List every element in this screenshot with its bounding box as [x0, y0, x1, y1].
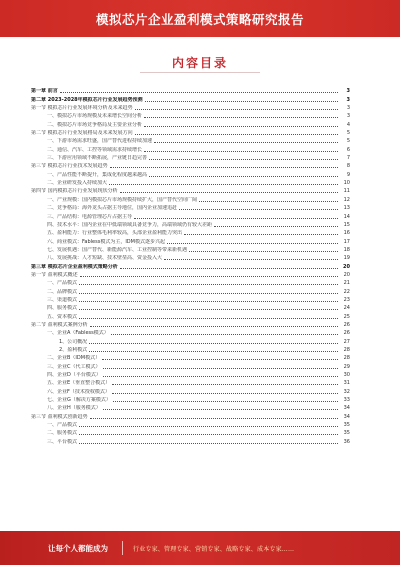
toc-entry[interactable]	[31, 245, 350, 253]
toc-entry-page-number: 7	[346, 155, 350, 162]
toc-leader-dots	[102, 359, 338, 360]
toc-entry[interactable]	[31, 253, 350, 261]
toc-leader-dots	[79, 284, 338, 285]
table-of-contents	[31, 86, 350, 518]
toc-entry-title: 七、企业G（解决方案模式）	[47, 397, 111, 404]
toc-entry-page-number: 32	[343, 388, 350, 395]
toc-entry-page-number: 10	[343, 180, 350, 187]
toc-entry-title: 第二节 模拟芯片行业发展格局及未来发展方向	[31, 130, 133, 137]
toc-entry-page-number: 3	[346, 96, 350, 103]
toc-entry-page-number: 28	[343, 347, 350, 353]
footer-banner	[0, 531, 400, 565]
toc-entry-page-number: 28	[343, 355, 350, 362]
toc-entry-title: 六、企业F（技术授权模式）	[47, 388, 110, 395]
toc-leader-dots	[167, 243, 338, 244]
toc-entry[interactable]	[31, 320, 350, 328]
toc-entry[interactable]	[31, 220, 350, 228]
toc-leader-dots	[79, 301, 338, 302]
toc-entry[interactable]	[31, 136, 350, 144]
toc-leader-dots	[164, 259, 338, 260]
toc-leader-dots	[103, 368, 339, 369]
toc-entry[interactable]	[31, 211, 350, 219]
toc-entry-page-number: 26	[343, 321, 350, 328]
toc-leader-dots	[79, 434, 338, 435]
footer-slogan: 让每个人都能成为	[48, 543, 108, 553]
toc-entry-page-number: 16	[343, 230, 350, 237]
toc-entry-title: 五、盈利能力：行业整体毛利率较高，头部企业盈利能力突出	[47, 230, 183, 237]
toc-entry-page-number: 36	[343, 438, 350, 445]
toc-entry[interactable]	[31, 228, 350, 236]
toc-entry-title: 四、企业D（平台模式）	[47, 372, 101, 379]
toc-leader-dots	[112, 393, 338, 394]
toc-entry-title: 二、企业B（IDM模式）	[47, 355, 101, 362]
toc-entry[interactable]	[31, 278, 350, 286]
toc-entry-title: 一、产品模式	[47, 280, 78, 287]
toc-leader-dots	[145, 101, 338, 102]
toc-leader-dots	[112, 384, 338, 385]
toc-entry-page-number: 26	[343, 330, 350, 337]
toc-leader-dots	[103, 376, 338, 377]
toc-entry[interactable]	[31, 436, 350, 444]
toc-entry-title: 五、资本模式	[47, 313, 78, 320]
toc-entry-title: 一、产品性能不断提升，集成化程度越来越高	[47, 171, 148, 178]
toc-entry-page-number: 13	[343, 205, 350, 212]
footer-tagline: 行业专家、管理专家、营销专家、战略专家、成本专家……	[133, 545, 295, 553]
toc-entry[interactable]	[31, 186, 350, 194]
toc-entry-page-number: 18	[343, 246, 350, 253]
toc-entry[interactable]	[31, 403, 350, 411]
toc-leader-dots	[89, 343, 338, 344]
toc-entry-title: 八、企业H（服务模式）	[47, 405, 101, 412]
toc-entry-title: 第四节 国内模拟芯片行业发展现状分析	[31, 188, 118, 195]
toc-entry[interactable]	[31, 161, 350, 169]
toc-leader-dots	[103, 409, 338, 410]
footer-divider	[122, 541, 123, 555]
toc-entry-title: 第三章 模拟芯片企业盈利模式策略分析	[31, 263, 118, 270]
toc-entry-page-number: 22	[343, 288, 350, 295]
toc-entry-title: 一、产品模式	[47, 422, 78, 429]
toc-entry[interactable]	[31, 353, 350, 361]
toc-entry-title: 二、通信、汽车、工控等领域需求持续增长	[47, 146, 143, 153]
toc-leader-dots	[144, 117, 338, 118]
toc-entry-page-number: 4	[346, 121, 350, 128]
toc-leader-dots	[144, 126, 338, 127]
toc-leader-dots	[110, 167, 338, 168]
toc-entry-page-number: 25	[343, 313, 350, 320]
toc-leader-dots	[120, 268, 338, 269]
toc-entry-title: 五、企业E（垂直整合模式）	[47, 380, 111, 387]
toc-entry-page-number: 9	[346, 171, 350, 178]
toc-entry-page-number: 35	[343, 430, 350, 437]
toc-leader-dots	[111, 334, 338, 335]
toc-entry-title: 八、发展挑战：人才短缺、技术壁垒高、资金投入大	[47, 255, 163, 262]
toc-entry-page-number: 3	[346, 113, 350, 120]
toc-entry[interactable]	[31, 295, 350, 303]
toc-entry[interactable]	[31, 119, 350, 127]
toc-entry-page-number: 30	[343, 372, 350, 379]
toc-entry-title: 二、品牌模式	[47, 288, 78, 295]
toc-entry-title: 二、服务模式	[47, 430, 78, 437]
toc-entry[interactable]	[31, 336, 350, 344]
toc-entry[interactable]	[31, 345, 350, 353]
toc-entry[interactable]	[31, 261, 350, 269]
toc-leader-dots	[90, 418, 338, 419]
toc-entry[interactable]	[31, 386, 350, 394]
report-title: 模拟芯片企业盈利模式策略研究报告	[95, 11, 304, 27]
toc-entry-title: 第二章 2023-2028年模拟芯片行业发展趋势预测	[31, 96, 143, 103]
toc-entry[interactable]	[31, 270, 350, 278]
toc-entry-title: 六、商业模式：Fabless模式为主，IDM模式逐步兴起	[47, 238, 165, 245]
toc-entry-page-number: 15	[343, 221, 350, 228]
toc-entry[interactable]	[31, 153, 350, 161]
toc-entry-title: 第一章 前言	[31, 88, 58, 95]
toc-leader-dots	[79, 426, 338, 427]
toc-leader-dots	[80, 276, 338, 277]
toc-entry-title: 四、技术水平：国内企业在中低端领域具备竞争力，高端领域仍有较大差距	[47, 221, 213, 228]
toc-entry[interactable]	[31, 378, 350, 386]
toc-entry-page-number: 35	[343, 422, 350, 429]
toc-heading-rule	[140, 72, 260, 73]
toc-entry-page-number: 27	[343, 338, 350, 345]
toc-entry-title: 2、盈利模式	[59, 347, 88, 353]
toc-entry-title: 第一节 盈利模式概述	[31, 271, 78, 278]
toc-leader-dots	[144, 151, 338, 152]
toc-entry-page-number: 29	[343, 363, 350, 370]
toc-entry-page-number: 12	[343, 196, 350, 203]
toc-entry-page-number: 6	[346, 146, 350, 153]
toc-entry-page-number: 20	[343, 271, 350, 278]
report-header-banner	[0, 0, 400, 37]
toc-leader-dots	[134, 218, 338, 219]
toc-entry[interactable]	[31, 169, 350, 177]
toc-entry[interactable]	[31, 111, 350, 119]
toc-entry-title: 二、企业研发投入持续加大	[47, 180, 108, 187]
toc-entry[interactable]	[31, 395, 350, 403]
toc-entry-title: 第三节 模拟芯片行业技术发展趋势	[31, 163, 108, 170]
toc-entry-title: 1、公司概况	[59, 338, 88, 345]
toc-leader-dots	[90, 326, 338, 327]
toc-entry[interactable]	[31, 286, 350, 294]
toc-entry-page-number: 11	[343, 188, 350, 195]
toc-entry-page-number: 17	[343, 238, 350, 245]
toc-entry-page-number: 34	[343, 413, 350, 420]
toc-entry[interactable]	[31, 420, 350, 428]
toc-leader-dots	[135, 109, 338, 110]
toc-leader-dots	[149, 159, 338, 160]
toc-entry-page-number: 23	[343, 296, 350, 303]
toc-entry-title: 三、产品结构：电源管理芯片占据主导	[47, 213, 133, 220]
toc-entry-page-number: 8	[346, 163, 350, 170]
toc-leader-dots	[135, 134, 338, 135]
toc-entry-page-number: 3	[346, 105, 350, 112]
toc-entry-title: 三、渠道模式	[47, 296, 78, 303]
toc-leader-dots	[189, 251, 338, 252]
toc-entry-page-number: 19	[343, 255, 350, 262]
toc-entry[interactable]	[31, 303, 350, 311]
toc-entry-page-number: 3	[346, 88, 350, 95]
toc-entry-title: 七、发展机遇：国产替代、新能源汽车、工业控制等带来新机遇	[47, 246, 188, 253]
toc-entry-title: 二、竞争格局：海外龙头占据主导地位，国内企业加速追赶	[47, 205, 178, 212]
toc-entry-title: 三、企业C（代工模式）	[47, 363, 101, 370]
toc-leader-dots	[113, 401, 338, 402]
toc-entry-title: 二、模拟芯片市场竞争格局及主要企业分析	[47, 121, 143, 128]
toc-leader-dots	[109, 184, 338, 185]
toc-entry-title: 三、下游应用领域不断拓展，产业链日趋完善	[47, 155, 148, 162]
toc-entry[interactable]	[31, 411, 350, 419]
toc-entry-page-number: 33	[343, 397, 350, 404]
toc-entry[interactable]	[31, 203, 350, 211]
toc-entry[interactable]	[31, 311, 350, 319]
toc-entry-title: 一、企业A（Fabless模式）	[47, 330, 109, 337]
toc-entry-page-number: 5	[346, 138, 350, 145]
toc-leader-dots	[154, 142, 338, 143]
toc-leader-dots	[79, 443, 338, 444]
toc-entry-title: 三、平台模式	[47, 438, 78, 445]
toc-leader-dots	[79, 318, 338, 319]
toc-leader-dots	[214, 226, 338, 227]
toc-entry-title: 第二节 盈利模式案例分析	[31, 321, 88, 328]
toc-entry[interactable]	[31, 86, 350, 94]
toc-entry-title: 第三节 盈利模式创新趋势	[31, 413, 88, 420]
toc-leader-dots	[184, 234, 338, 235]
toc-leader-dots	[79, 293, 338, 294]
toc-entry[interactable]	[31, 194, 350, 202]
toc-entry[interactable]	[31, 236, 350, 244]
toc-entry[interactable]	[31, 103, 350, 111]
toc-entry[interactable]	[31, 144, 350, 152]
toc-heading: 内容目录	[171, 56, 228, 70]
toc-entry[interactable]	[31, 94, 350, 102]
toc-entry[interactable]	[31, 428, 350, 436]
toc-entry-title: 一、产业规模：国内模拟芯片市场规模持续扩大，国产替代空间广阔	[47, 196, 198, 203]
toc-entry-page-number: 21	[343, 280, 350, 287]
toc-entry[interactable]	[31, 370, 350, 378]
toc-entry-page-number: 20	[343, 263, 350, 270]
toc-leader-dots	[89, 351, 338, 352]
toc-entry-title: 第一节 模拟芯片行业发展环境分析及未来趋势	[31, 105, 133, 112]
toc-entry-title: 四、服务模式	[47, 305, 78, 312]
toc-leader-dots	[79, 309, 338, 310]
toc-entry-page-number: 31	[343, 380, 350, 387]
toc-entry[interactable]	[31, 178, 350, 186]
toc-leader-dots	[149, 176, 338, 177]
toc-entry-page-number: 5	[346, 130, 350, 137]
toc-leader-dots	[199, 201, 338, 202]
toc-entry-title: 一、模拟芯片市场规模及未来增长空间分析	[47, 113, 143, 120]
toc-leader-dots	[179, 209, 338, 210]
toc-leader-dots	[120, 192, 338, 193]
toc-entry-page-number: 14	[343, 213, 350, 220]
toc-entry-page-number: 34	[343, 405, 350, 412]
toc-entry[interactable]	[31, 328, 350, 336]
toc-entry[interactable]	[31, 361, 350, 369]
toc-leader-dots	[60, 92, 338, 93]
toc-entry-title: 一、下游市场需求旺盛，国产替代进程持续加速	[47, 138, 153, 145]
toc-entry-page-number: 24	[343, 305, 350, 312]
toc-entry[interactable]	[31, 128, 350, 136]
